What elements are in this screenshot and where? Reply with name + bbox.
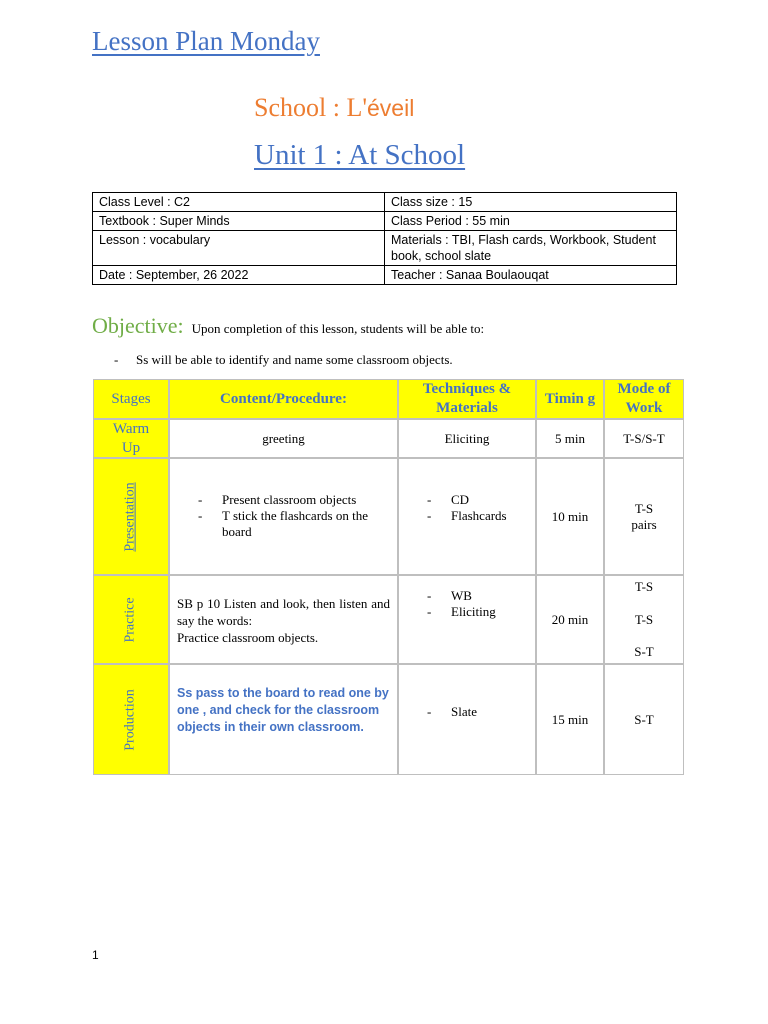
table-row (93, 266, 677, 285)
list-item: - WB (427, 588, 531, 604)
practice-content: SB p 10 Listen and look, then listen and say the words: Practice classroom objects. (169, 575, 398, 664)
header-content: Content/Procedure: (169, 379, 398, 419)
header-stages: Stages (93, 379, 169, 419)
school-name: School : L'éveil (254, 93, 415, 122)
stage-presentation: Presentation (93, 458, 169, 575)
date: Date : September, 26 2022 (93, 266, 385, 285)
page-title: Lesson Plan Monday (92, 26, 320, 56)
list-item: - Eliciting (427, 604, 531, 620)
production-techniques (398, 664, 536, 775)
header-techniques: Techniques & Materials (398, 379, 536, 419)
objective (92, 313, 484, 339)
class-info-table (92, 192, 677, 285)
objective-label: Objective: (92, 313, 184, 338)
table-row (93, 212, 677, 231)
warmup-technique: Eliciting (398, 419, 536, 458)
list-item: - CD (427, 492, 531, 508)
warmup-mode: T-S/S-T (604, 419, 684, 458)
production-content: Ss pass to the board to read one by one , and check for the classroom objects in their own classroom. (169, 664, 398, 775)
header-timing: Timin g (536, 379, 604, 419)
objective-bullet: - Ss will be able to identify and name some classroom objects. (114, 352, 453, 367)
page-number: 1 (92, 948, 99, 962)
practice-mode: T-S T-S S-T (604, 575, 684, 664)
objective-text: Upon completion of this lesson, students will be able to: (191, 321, 485, 336)
teacher: Teacher : Sanaa Boulaouqat (385, 266, 677, 285)
table-row (93, 231, 677, 266)
presentation-time: 10 min (536, 458, 604, 575)
list-item: - Present classroom objects (198, 492, 389, 508)
lesson: Lesson : vocabulary (93, 231, 385, 266)
presentation-mode: T-S pairs (604, 458, 684, 575)
list-item: - Slate (427, 704, 531, 720)
stage-practice: Practice (93, 575, 169, 664)
warmup-content: greeting (169, 419, 398, 458)
header-mode: Mode of Work (604, 379, 684, 419)
presentation-content (169, 458, 398, 575)
stage-warmup: Warm Up (93, 419, 169, 458)
textbook: Textbook : Super Minds (93, 212, 385, 231)
class-size: Class size : 15 (385, 193, 677, 212)
practice-techniques (398, 575, 536, 664)
stage-production: Production (93, 664, 169, 775)
presentation-techniques (398, 458, 536, 575)
materials: Materials : TBI, Flash cards, Workbook, Student book, school slate (385, 231, 677, 266)
list-item: - Flashcards (427, 508, 531, 524)
class-period: Class Period : 55 min (385, 212, 677, 231)
production-time: 15 min (536, 664, 604, 775)
unit-title: Unit 1 : At School (254, 139, 466, 171)
warmup-time: 5 min (536, 419, 604, 458)
list-item: - T stick the flashcards on the board (198, 508, 389, 540)
class-level: Class Level : C2 (93, 193, 385, 212)
practice-time: 20 min (536, 575, 604, 664)
table-row (93, 193, 677, 212)
production-mode: S-T (604, 664, 684, 775)
